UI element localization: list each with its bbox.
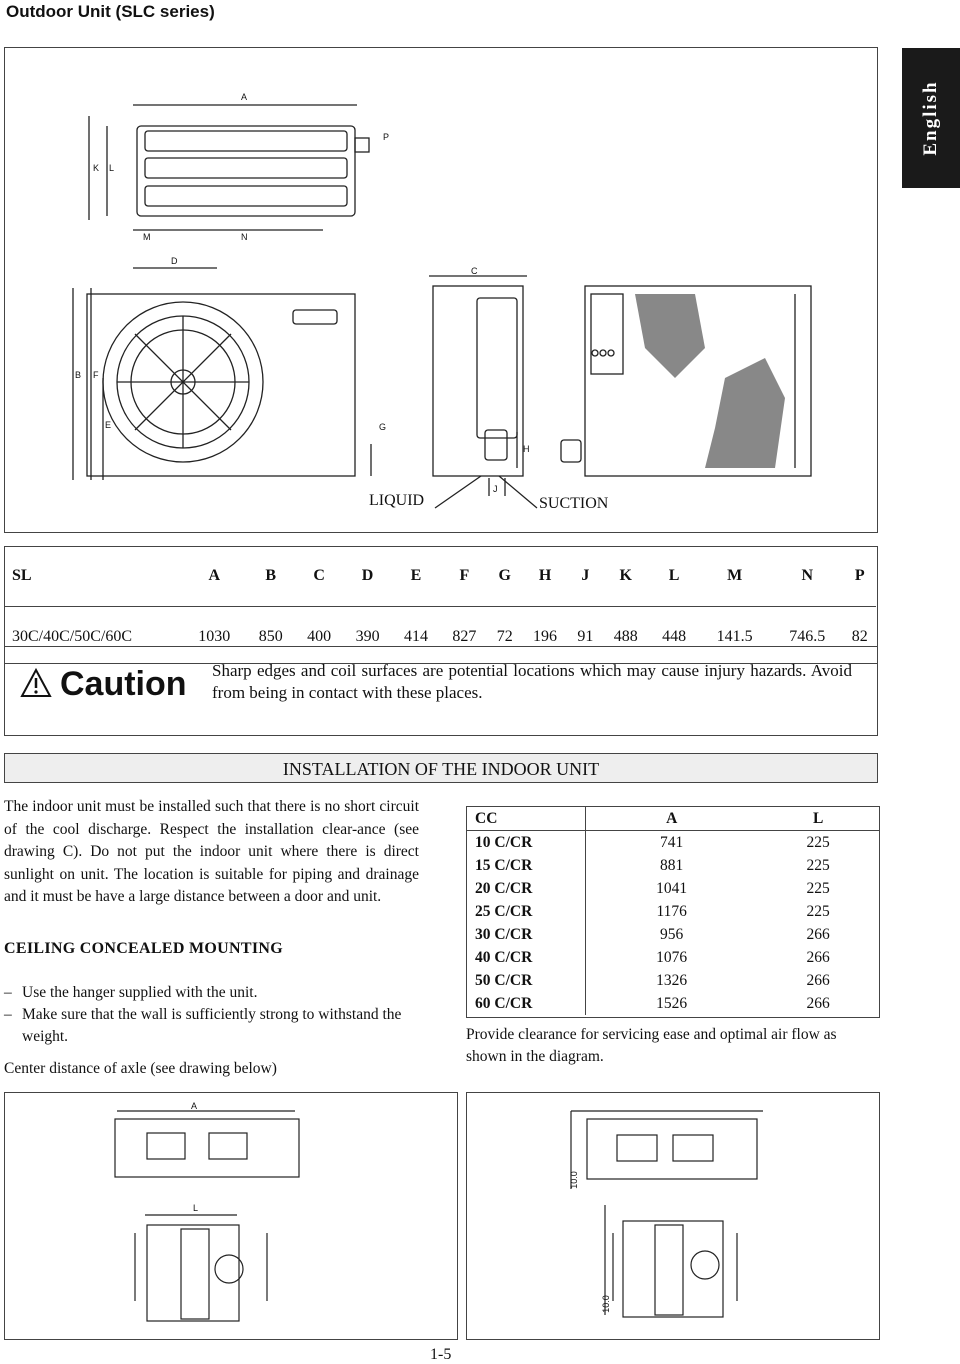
table-row	[467, 900, 879, 923]
spec-col-sl: SL	[4, 546, 182, 607]
list-item	[4, 1004, 419, 1048]
spec-cell: 400	[307, 628, 332, 645]
dim-label-f: F	[93, 370, 99, 380]
outdoor-unit-figure	[5, 48, 877, 532]
spec-col: L	[650, 546, 698, 607]
cc-a: 1076	[656, 948, 688, 966]
dim-label-p: P	[383, 132, 390, 142]
spec-col: H	[521, 546, 569, 607]
axle-dim-a: A	[191, 1101, 198, 1111]
cc-l: 266	[806, 948, 830, 966]
bullet-text: Use the hanger supplied with the unit.	[22, 984, 258, 1001]
warning-triangle-icon	[20, 668, 52, 698]
cc-model: 20 C/CR	[467, 877, 586, 900]
cc-l: 266	[806, 925, 830, 943]
table-row	[467, 831, 879, 855]
spec-col: D	[343, 546, 391, 607]
intro-paragraph: The indoor unit must be installed such that there is no short circuit of the cool discharge. Respect the installation clear-ance (see drawing C). Do not put the indoor unit where there is direct sunlight on unit. The location is suitable for piping and drainage and it must be have a large distance between a door and unit.	[4, 798, 419, 905]
clearance-label-bottom: 10.0	[600, 1295, 611, 1313]
spec-table-header	[4, 546, 876, 607]
dim-label-k: K	[93, 163, 100, 173]
axle-dim-l: L	[193, 1203, 199, 1213]
spec-col: M	[698, 546, 771, 607]
cc-model: 60 C/CR	[467, 992, 586, 1015]
bullet-dash: –	[4, 1006, 12, 1023]
spec-cell: 141.5	[716, 628, 753, 645]
language-tab	[902, 48, 960, 188]
cc-table-header	[467, 807, 879, 831]
spec-col: K	[602, 546, 650, 607]
bullet-dash: –	[4, 984, 12, 1001]
bullet-text: Make sure that the wall is sufficiently strong to withstand the weight.	[22, 1006, 402, 1045]
section-title: INSTALLATION OF THE INDOOR UNIT	[4, 753, 878, 783]
indoor-clearance-figure	[467, 1093, 879, 1339]
cc-a: 1176	[656, 902, 687, 920]
dim-label-c: C	[471, 266, 478, 276]
spec-cell: 82	[851, 628, 868, 645]
cc-a: 1526	[656, 994, 688, 1012]
dim-label-h: H	[523, 444, 530, 454]
spec-cell: 746.5	[789, 628, 826, 645]
cc-l: 225	[806, 879, 830, 897]
clearance-note: Provide clearance for servicing ease and optimal air flow as shown in the diagram.	[466, 1026, 837, 1065]
liquid-callout: LIQUID	[369, 492, 425, 509]
table-row	[467, 969, 879, 992]
spec-col: N	[771, 546, 844, 607]
cc-l: 225	[806, 833, 830, 851]
cc-model: 50 C/CR	[467, 969, 586, 992]
spec-col: E	[392, 546, 440, 607]
table-row	[467, 877, 879, 900]
table-row	[467, 854, 879, 877]
cc-l: 266	[806, 971, 830, 989]
cc-a: 881	[660, 856, 684, 874]
dim-label-g: G	[379, 422, 387, 432]
dim-label-n: N	[241, 232, 248, 242]
cc-a: 1041	[656, 879, 688, 897]
cc-col-a: A	[586, 807, 750, 831]
indoor-axle-figure	[5, 1093, 457, 1339]
caution-text: Sharp edges and coil surfaces are potential locations which may cause injury hazards. Avoid from being in contact with these places.	[212, 661, 852, 702]
language-tab-label: English	[920, 80, 941, 156]
caution-label: Caution	[60, 665, 187, 703]
spec-cell: 72	[496, 628, 513, 645]
dim-label-j: J	[493, 484, 498, 494]
spec-col: B	[247, 546, 295, 607]
dim-label-l: L	[109, 163, 115, 173]
clearance-label-top: 10.0	[568, 1171, 579, 1189]
cc-a: 956	[660, 925, 684, 943]
spec-cell: 488	[613, 628, 638, 645]
table-row	[467, 946, 879, 969]
cc-table	[466, 806, 880, 1018]
spec-cell-model: 30C/40C/50C/60C	[12, 628, 133, 645]
cc-model: 40 C/CR	[467, 946, 586, 969]
cc-model: 15 C/CR	[467, 854, 586, 877]
spec-col: F	[440, 546, 488, 607]
cc-model: 30 C/CR	[467, 923, 586, 946]
center-distance-note: Center distance of axle (see drawing below)	[4, 1060, 277, 1077]
ceiling-mounting-heading: CEILING CONCEALED MOUNTING	[4, 940, 283, 957]
spec-col: A	[182, 546, 247, 607]
cc-model: 10 C/CR	[467, 831, 586, 855]
dim-label-a: A	[241, 92, 248, 102]
page-number: 1-5	[430, 1346, 452, 1363]
table-row	[467, 992, 879, 1015]
suction-callout: SUCTION	[539, 495, 609, 512]
cc-l: 225	[806, 856, 830, 874]
cc-col-l: L	[749, 807, 879, 831]
dim-label-b: B	[75, 370, 82, 380]
cc-a: 741	[660, 833, 684, 851]
cc-l: 225	[806, 902, 830, 920]
dim-label-d: D	[171, 256, 178, 266]
indoor-unit-axle-drawing	[4, 1092, 458, 1340]
spec-col: C	[295, 546, 343, 607]
outdoor-unit-drawing	[4, 47, 878, 533]
cc-model: 25 C/CR	[467, 900, 586, 923]
spec-cell: 827	[452, 628, 477, 645]
spec-cell: 448	[662, 628, 687, 645]
indoor-unit-clearance-drawing	[466, 1092, 880, 1340]
dim-label-m: M	[143, 232, 151, 242]
cc-col-cc: CC	[467, 807, 586, 831]
cc-a: 1326	[656, 971, 688, 989]
spec-cell: 1030	[198, 628, 231, 645]
page-title: Outdoor Unit (SLC series)	[6, 2, 215, 21]
spec-col: J	[569, 546, 601, 607]
list-item	[4, 982, 419, 1004]
spec-cell: 390	[355, 628, 380, 645]
spec-cell: 196	[533, 628, 558, 645]
dim-label-e: E	[105, 420, 112, 430]
cc-l: 266	[806, 994, 830, 1012]
table-row	[467, 923, 879, 946]
spec-col: P	[844, 546, 876, 607]
spec-cell: 91	[577, 628, 594, 645]
spec-col: G	[489, 546, 521, 607]
spec-cell: 414	[403, 628, 428, 645]
mounting-bullets	[4, 982, 419, 1048]
spec-cell: 850	[258, 628, 283, 645]
